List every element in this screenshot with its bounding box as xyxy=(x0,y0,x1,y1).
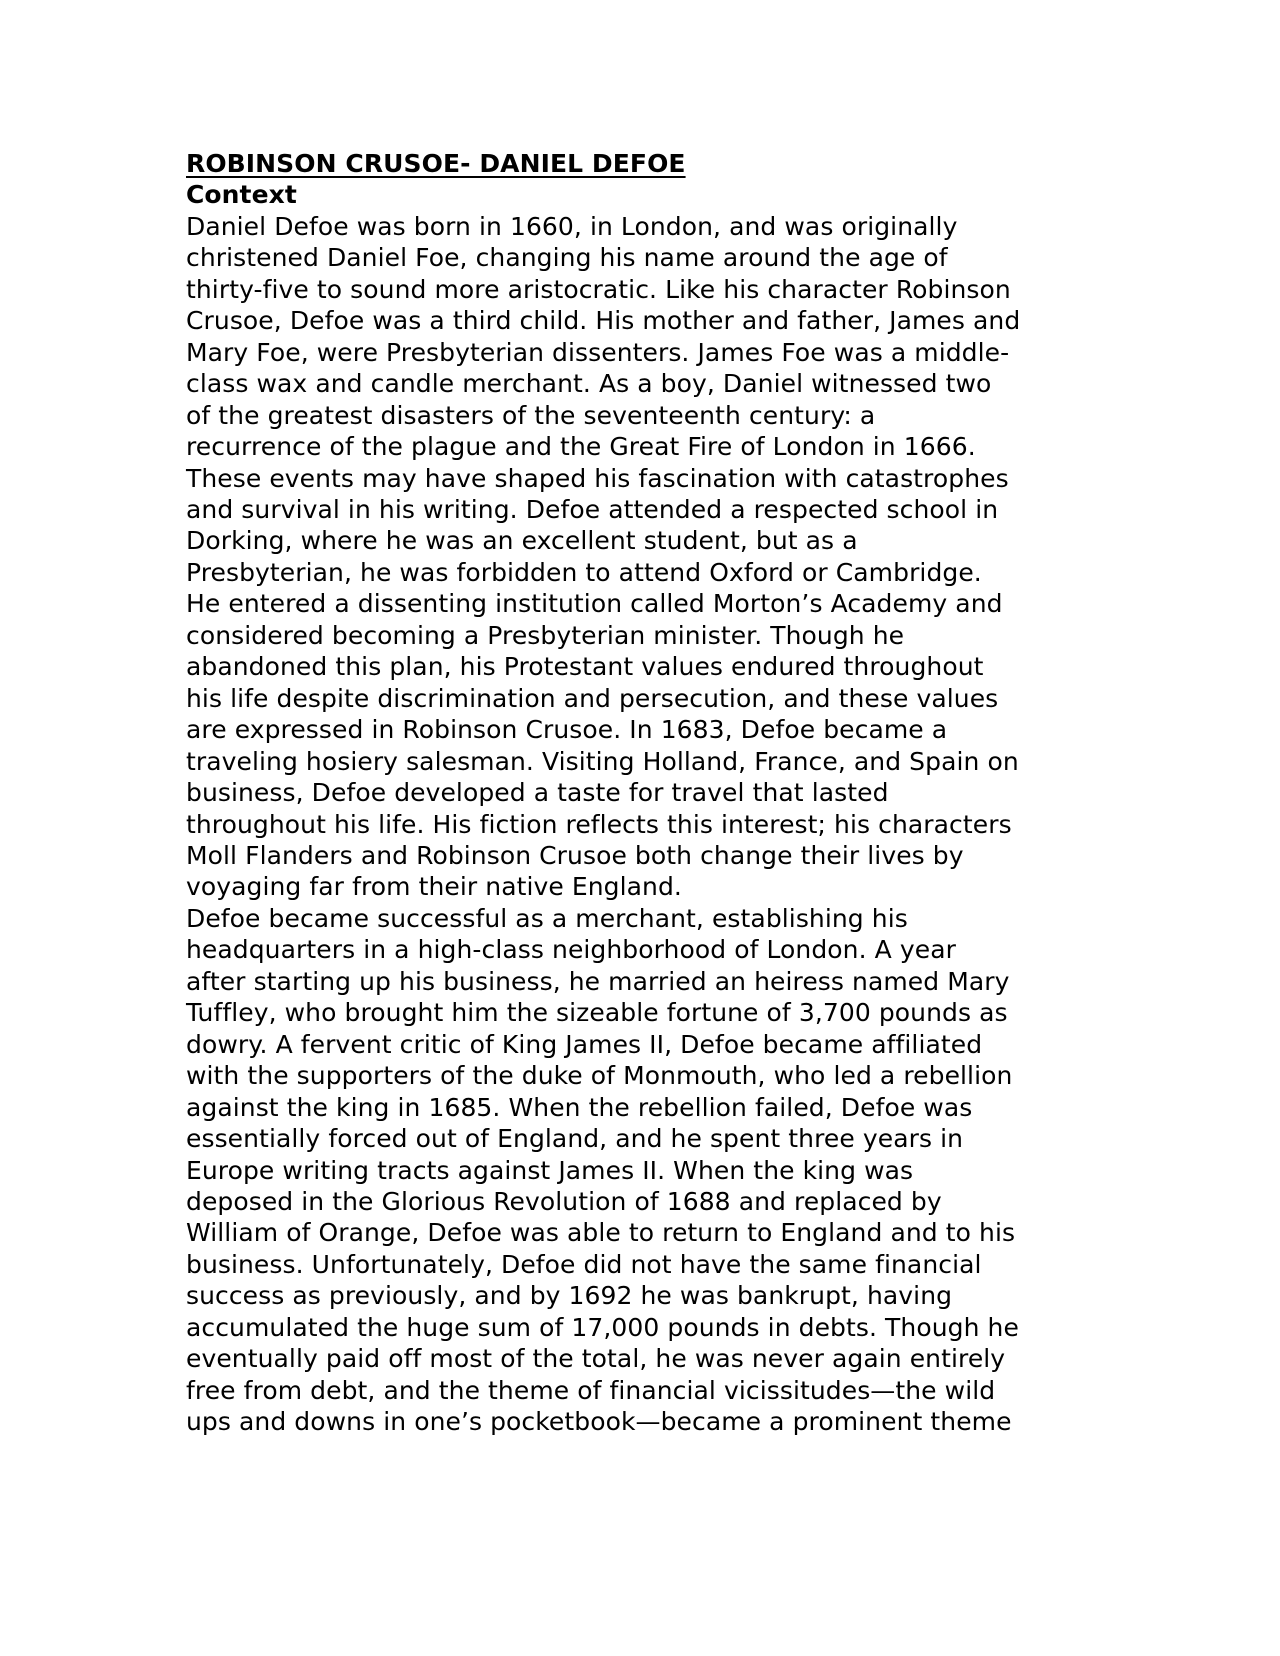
paragraph-line: are expressed in Robinson Crusoe. In 1683, Defoe became a xyxy=(186,715,948,745)
paragraph-line: eventually paid off most of the total, he was never again entirely xyxy=(186,1344,1006,1374)
paragraph-line: of the greatest disasters of the seventeenth century: a xyxy=(186,400,876,430)
paragraph-line: free from debt, and the theme of financial vicissitudes—the wild xyxy=(186,1375,996,1405)
paragraph-line: abandoned this plan, his Protestant values endured throughout xyxy=(186,652,984,682)
paragraph-line: deposed in the Glorious Revolution of 1688 and replaced by xyxy=(186,1186,942,1216)
paragraph-line: business, Defoe developed a taste for travel that lasted xyxy=(186,778,889,808)
paragraph-line: dowry. A fervent critic of King James II, Defoe became affiliated xyxy=(186,1029,983,1059)
paragraph-line: voyaging far from their native England. xyxy=(186,872,682,902)
paragraph-line: class wax and candle merchant. As a boy, Daniel witnessed two xyxy=(186,369,992,399)
paragraph-line: after starting up his business, he married an heiress named Mary xyxy=(186,966,1010,996)
paragraph-line: ups and downs in one’s pocketbook—became a prominent theme xyxy=(186,1407,1012,1437)
paragraph-line: his life despite discrimination and persecution, and these values xyxy=(186,683,999,713)
paragraph-line: William of Orange, Defoe was able to return to England and to his xyxy=(186,1218,1016,1248)
paragraph-line: Mary Foe, were Presbyterian dissenters. James Foe was a middle- xyxy=(186,337,1010,367)
paragraph-line: These events may have shaped his fascination with catastrophes xyxy=(186,463,1009,493)
paragraph-line: Crusoe, Defoe was a third child. His mother and father, James and xyxy=(186,306,1021,336)
paragraph-line: thirty-five to sound more aristocratic. Like his character Robinson xyxy=(186,274,1011,304)
paragraph-line: headquarters in a high-class neighborhood of London. A year xyxy=(186,935,956,965)
paragraph-line: considered becoming a Presbyterian minister. Though he xyxy=(186,620,905,650)
paragraph-line: He entered a dissenting institution called Morton’s Academy and xyxy=(186,589,1003,619)
paragraph-line: Moll Flanders and Robinson Crusoe both change their lives by xyxy=(186,840,964,870)
paragraph-line: Europe writing tracts against James II. When the king was xyxy=(186,1155,914,1185)
paragraph-line: traveling hosiery salesman. Visiting Holland, France, and Spain on xyxy=(186,746,1019,776)
paragraph-line: business. Unfortunately, Defoe did not have the same financial xyxy=(186,1249,982,1279)
paragraph-line: Tuffley, who brought him the sizeable fortune of 3,700 pounds as xyxy=(186,998,1008,1028)
paragraph-line: Daniel Defoe was born in 1660, in London, and was originally xyxy=(186,211,958,241)
paragraph-line: essentially forced out of England, and he spent three years in xyxy=(186,1124,964,1154)
paragraph-line: Presbyterian, he was forbidden to attend Oxford or Cambridge. xyxy=(186,557,982,587)
section-heading-context: Context xyxy=(186,180,297,210)
paragraph-line: success as previously, and by 1692 he was bankrupt, having xyxy=(186,1281,953,1311)
document-title: ROBINSON CRUSOE- DANIEL DEFOE xyxy=(186,149,686,178)
document-body xyxy=(186,148,1086,1438)
paragraph-line: against the king in 1685. When the rebellion failed, Defoe was xyxy=(186,1092,973,1122)
paragraph-line: throughout his life. His fiction reflects this interest; his characters xyxy=(186,809,1012,839)
paragraph-line: and survival in his writing. Defoe attended a respected school in xyxy=(186,494,999,524)
paragraph-line: Defoe became successful as a merchant, establishing his xyxy=(186,903,908,933)
paragraph-line: with the supporters of the duke of Monmouth, who led a rebellion xyxy=(186,1061,1013,1091)
paragraph-line: recurrence of the plague and the Great Fire of London in 1666. xyxy=(186,432,976,462)
paragraph-line: accumulated the huge sum of 17,000 pounds in debts. Though he xyxy=(186,1312,1019,1342)
paragraph-line: christened Daniel Foe, changing his name around the age of xyxy=(186,243,948,273)
paragraph-line: Dorking, where he was an excellent student, but as a xyxy=(186,526,858,556)
